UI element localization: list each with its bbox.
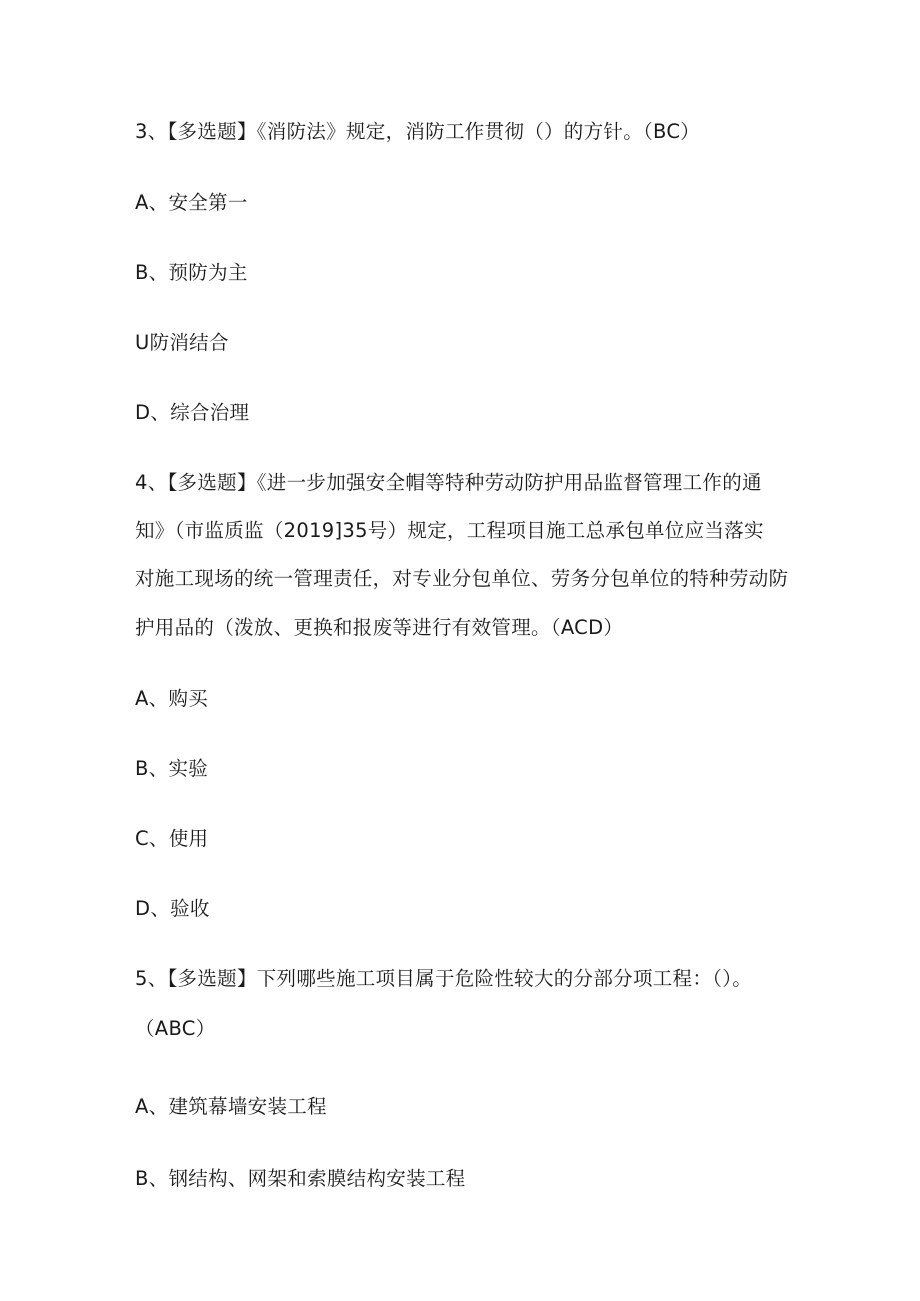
question-4-option-d: D、验收 [135,897,210,920]
question-3-option-c: U防消结合 [135,331,229,354]
question-4-stem-line-1: 4、【多选题】《进一步加强安全帽等特种劳动防护用品监督管理工作的通 [135,471,762,494]
question-4-stem-line-4: 护用品的（泼放、更换和报废等进行有效管理。（ACD） [135,616,624,639]
question-3-option-a: A、安全第一 [135,191,248,214]
question-3-option-d: D、综合治理 [135,401,250,424]
question-5-option-a: A、建筑幕墙安装工程 [135,1095,327,1118]
question-4-option-c: C、使用 [135,827,209,850]
question-5-stem-line-2: （ABC） [135,1017,216,1040]
question-4-option-a: A、购买 [135,687,209,710]
question-3-option-b: B、预防为主 [135,261,248,284]
question-5-stem-line-1: 5、【多选题】下列哪些施工项目属于危险性较大的分部分项工程：（）。 [135,967,753,990]
question-4-stem-line-3: 对施工现场的统一管理责任，对专业分包单位、劳务分包单位的特种劳动防 [135,567,789,590]
question-3-stem: 3、【多选题】《消防法》规定，消防工作贯彻（）的方针。（BC） [135,120,701,143]
question-4-option-b: B、实验 [135,757,209,780]
question-4-stem-line-2: 知》（市监质监（2019]35号）规定，工程项目施工总承包单位应当落实 [135,519,764,542]
question-5-option-b: B、钢结构、网架和索膜结构安装工程 [135,1167,466,1190]
